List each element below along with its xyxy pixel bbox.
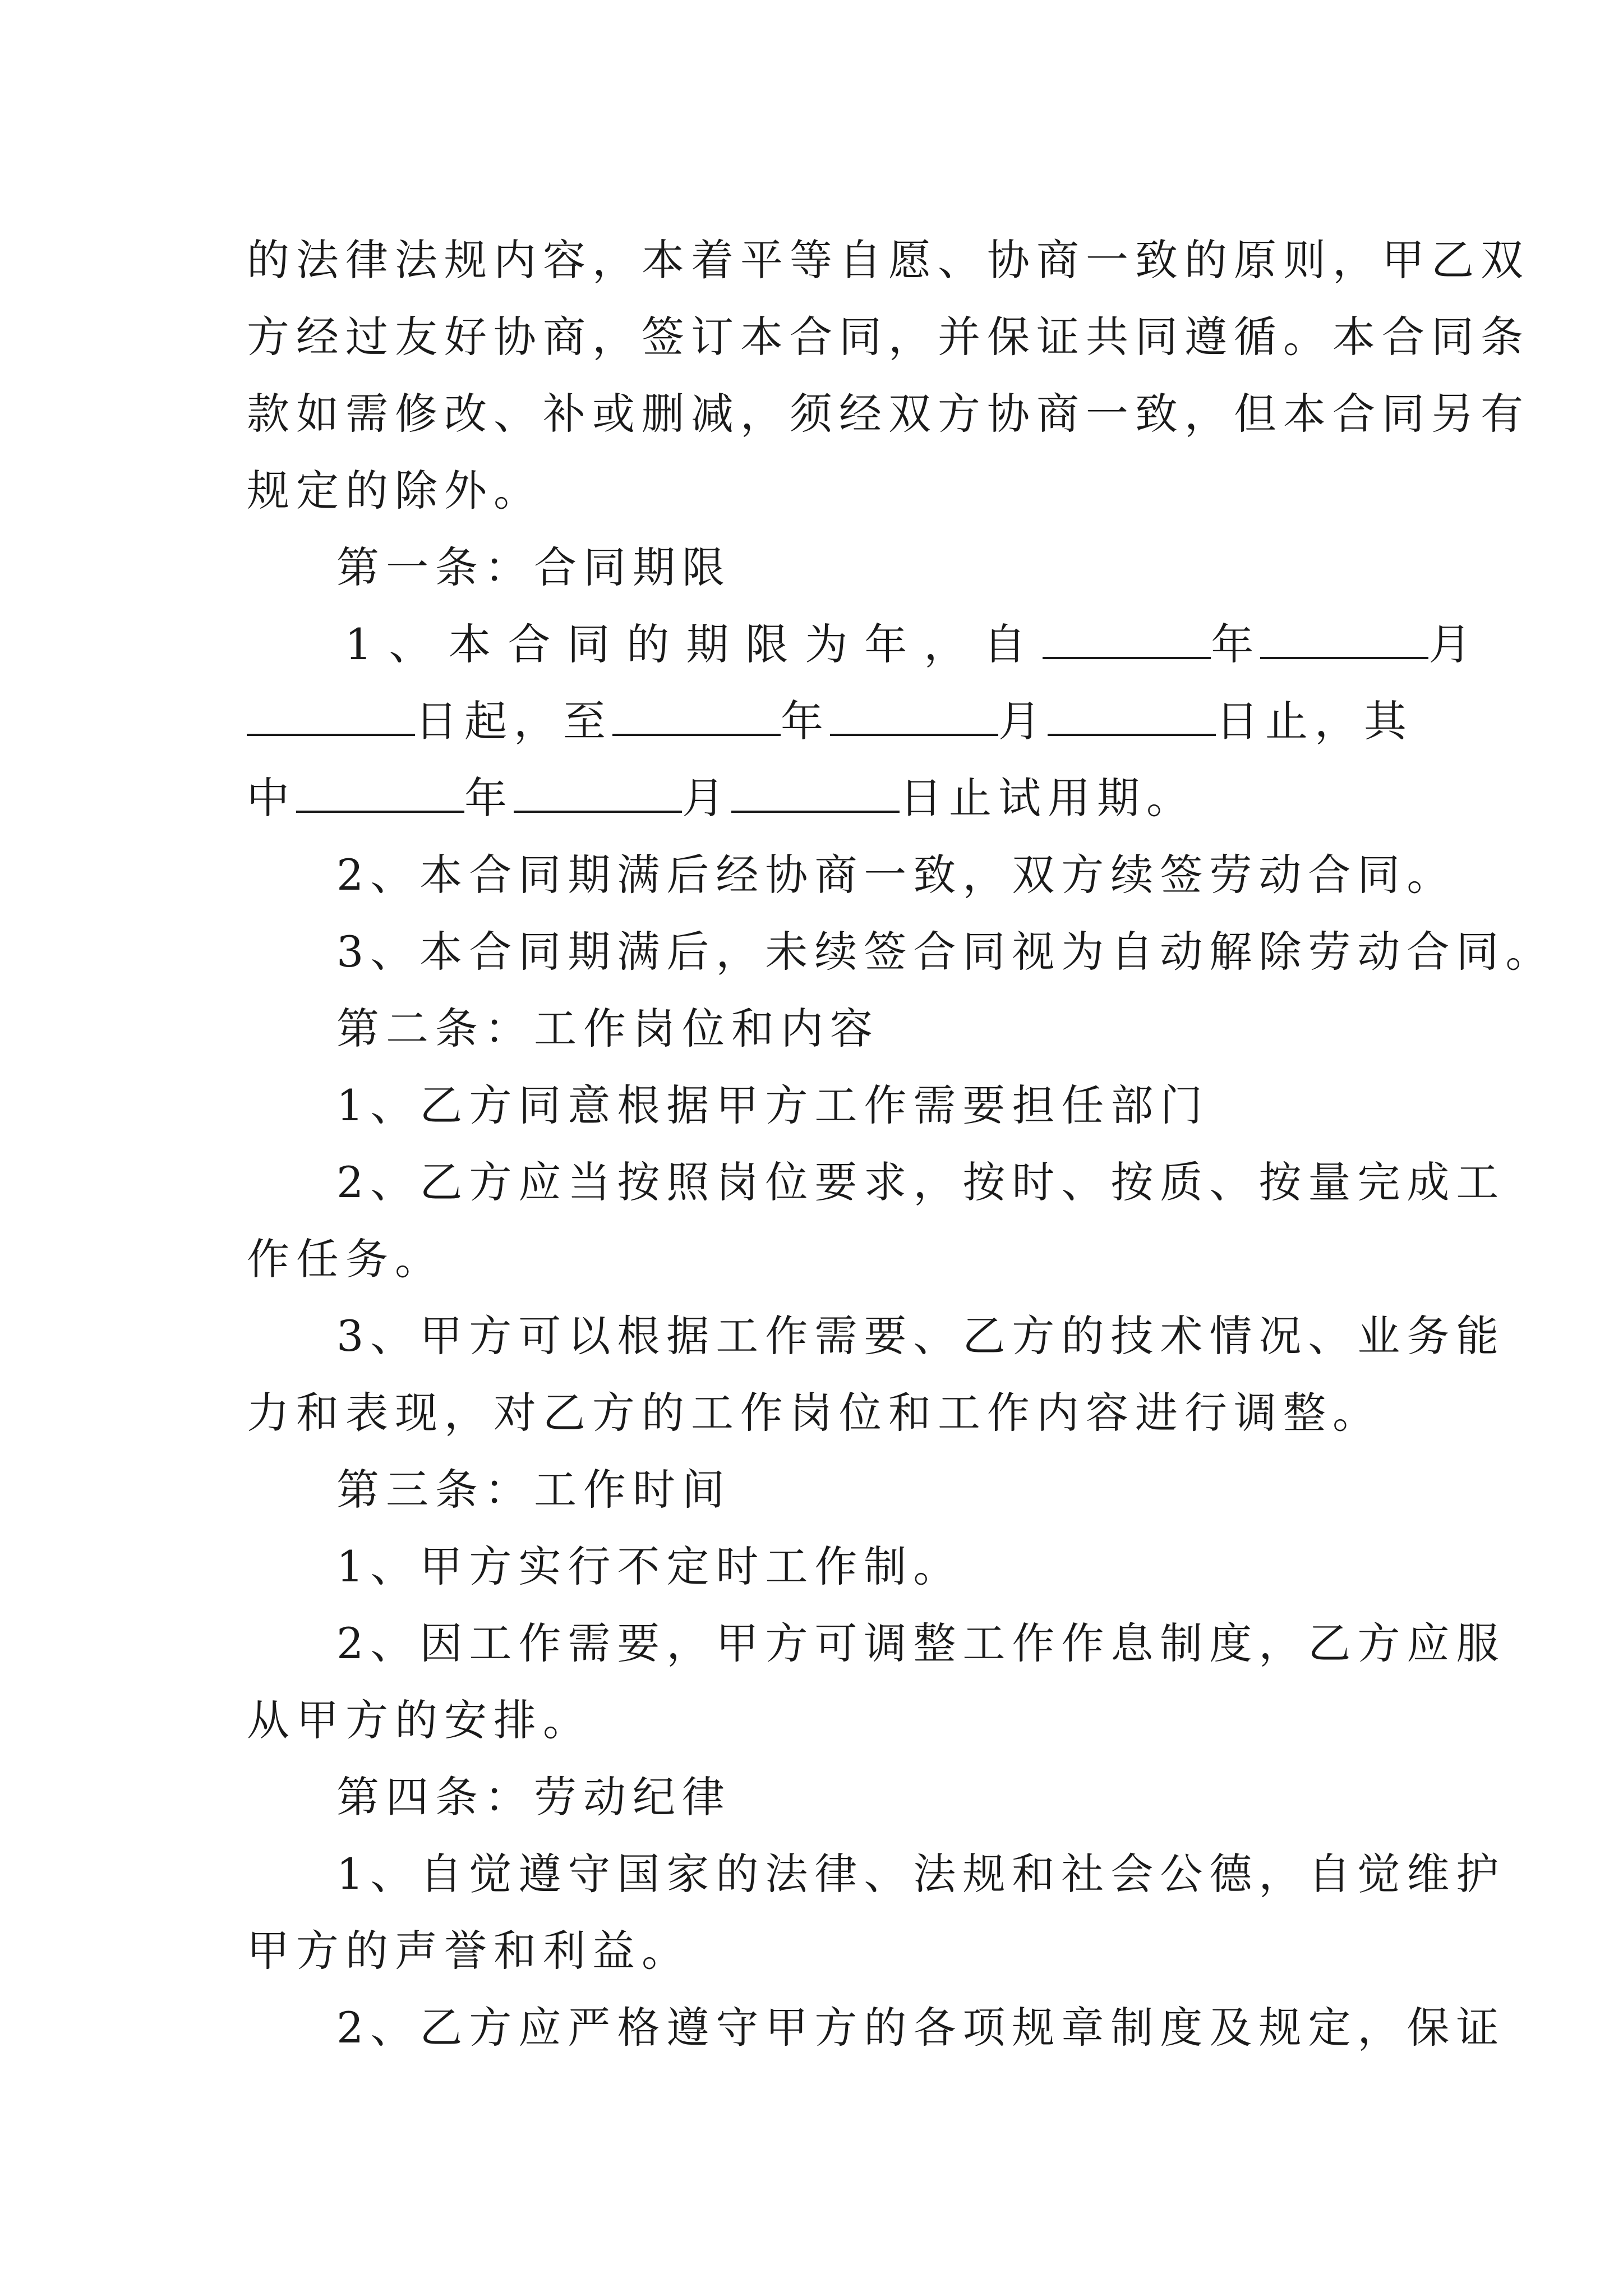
article-1-item-1-line-3: [247, 760, 1385, 836]
month-label: 月: [998, 696, 1048, 746]
paragraph-line: 的法律法规内容，本着平等自愿、协商一致的原则，甲乙双: [247, 235, 1530, 285]
day-start-label: 日起，至: [415, 696, 612, 746]
article-2-item-1: 1、乙方同意根据甲方工作需要担任部门: [336, 1080, 1210, 1130]
article-2-item-2-line-1: 2、乙方应当按照岗位要求，按时、按质、按量完成工: [336, 1157, 1506, 1207]
month-label: 月: [682, 773, 731, 823]
blank-field: [1260, 623, 1428, 659]
blank-field: [247, 700, 415, 736]
article-1-title: 第一条：合同期限: [336, 542, 731, 592]
year-label: 年: [464, 773, 514, 823]
article-3-item-2-line-1: 2、因工作需要，甲方可调整工作作息制度，乙方应服: [336, 1618, 1506, 1668]
trial-label: 日止试用期。: [900, 773, 1196, 823]
year-label: 年: [781, 696, 830, 746]
article-2-item-3-line-2: 力和表现，对乙方的工作岗位和工作内容进行调整。: [247, 1388, 1382, 1438]
article-4-item-2-line-1: 2、乙方应严格遵守甲方的各项规章制度及规定，保证: [336, 2003, 1506, 2053]
blank-field: [612, 700, 781, 736]
article-1-item-3: 3、本合同期满后，未续签合同视为自动解除劳动合同。: [336, 927, 1555, 977]
article-1-item-2: 2、本合同期满后经协商一致，双方续签劳动合同。: [336, 850, 1456, 900]
blank-field: [830, 700, 998, 736]
article-3-item-2-line-2: 从甲方的安排。: [247, 1695, 592, 1745]
article-1-item-1-line-1: [247, 606, 1478, 683]
article-4-title: 第四条：劳动纪律: [336, 1772, 731, 1822]
article-4-item-1-line-2: 甲方的声誉和利益。: [247, 1926, 691, 1976]
paragraph-line: 规定的除外。: [247, 466, 543, 516]
zhong-label: 中: [247, 773, 296, 823]
article-1-item-1-line-2: [247, 683, 1413, 760]
month-label: 月: [1428, 619, 1478, 669]
article-3-title: 第三条：工作时间: [336, 1465, 731, 1515]
article-2-title: 第二条：工作岗位和内容: [336, 1004, 879, 1053]
blank-field: [514, 777, 682, 813]
blank-field: [1043, 623, 1211, 659]
blank-field: [296, 777, 464, 813]
day-end-label: 日止，其: [1216, 696, 1413, 746]
paragraph-line: 款如需修改、补或删减，须经双方协商一致，但本合同另有: [247, 389, 1530, 439]
article-2-item-3-line-1: 3、甲方可以根据工作需要、乙方的技术情况、业务能: [336, 1311, 1506, 1361]
article-4-item-1-line-1: 1、自觉遵守国家的法律、法规和社会公德，自觉维护: [336, 1849, 1506, 1899]
year-label: 年: [1211, 619, 1261, 669]
article-3-item-1: 1、甲方实行不定时工作制。: [336, 1542, 963, 1591]
item-text: 1、本合同的期限为年，自: [345, 619, 1043, 669]
blank-field: [1048, 700, 1216, 736]
paragraph-line: 方经过友好协商，签订本合同，并保证共同遵循。本合同条: [247, 312, 1530, 362]
article-2-item-2-line-2: 作任务。: [247, 1234, 444, 1284]
blank-field: [731, 777, 900, 813]
document-body: [247, 222, 1555, 2066]
